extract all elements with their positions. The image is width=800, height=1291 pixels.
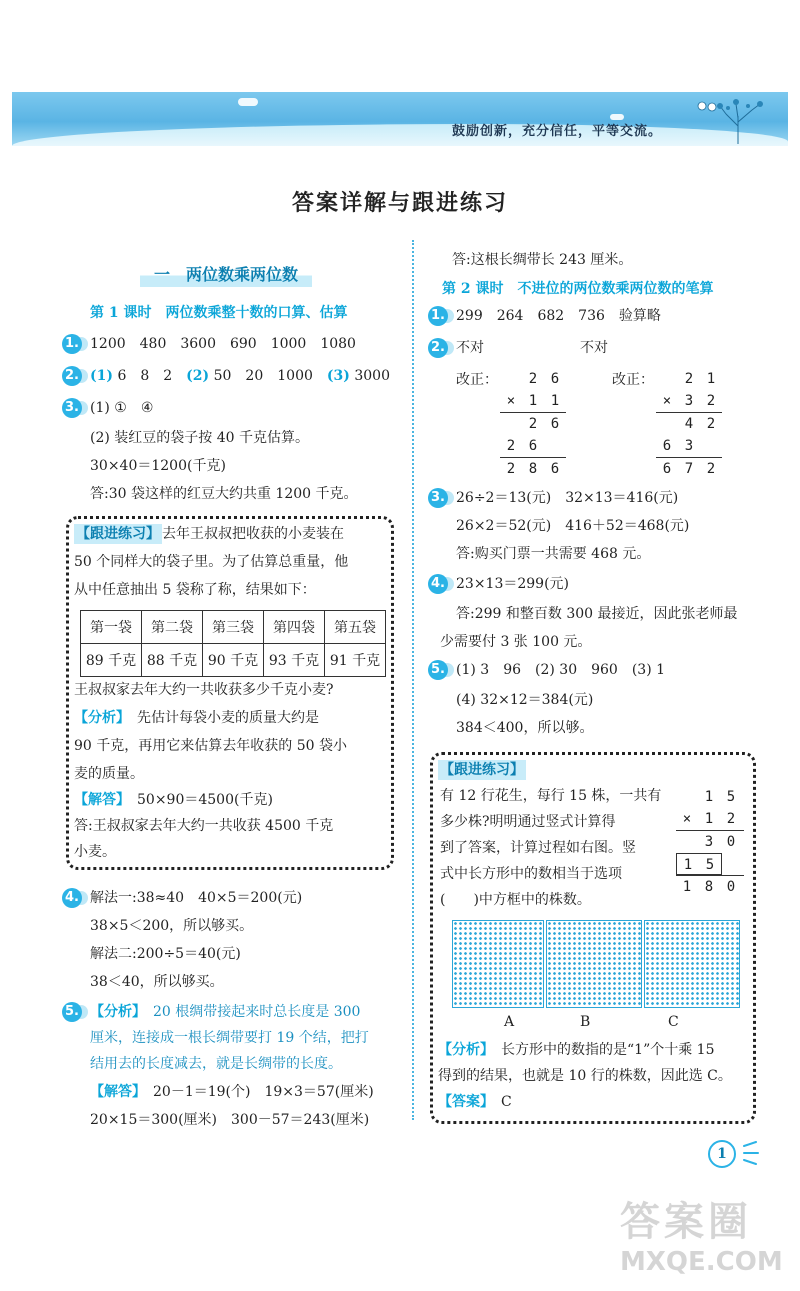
follow-up-tag-label: 【跟进练习】 <box>440 762 524 778</box>
q3-line: (1) ① ④ <box>90 400 154 416</box>
judgement: 不对 <box>456 340 484 356</box>
digit: 6 <box>662 461 672 477</box>
analysis-text: 长方形中的数指的是“1”个十乘 15 <box>487 1042 715 1058</box>
digit: 1 <box>704 789 714 805</box>
part-label: (1) <box>90 368 113 384</box>
header-banner <box>12 92 788 146</box>
q1-answer: 1200 480 3600 690 1000 1080 <box>90 336 356 352</box>
calc-row <box>676 786 744 808</box>
follow-up-text: 有 12 行花生，每行 15 株，一共有 <box>440 788 662 804</box>
calc-row <box>676 830 744 853</box>
digit: 2 <box>506 461 516 477</box>
correction-label: 改正： <box>612 372 654 388</box>
section-heading: 一 两位数乘两位数 <box>140 262 312 287</box>
digit: 3 <box>704 834 714 850</box>
analysis-text: 得到的结果，也就是 10 行的株数，因此选 C。 <box>438 1068 732 1084</box>
digit: 1 <box>682 879 692 895</box>
question-number: 4. <box>62 888 82 908</box>
question-number: 1. <box>62 334 82 354</box>
follow-up-question: 王叔叔家去年大约一共收获多少千克小麦? <box>74 682 334 698</box>
q3-line: 26÷2＝13(元) 32×13＝416(元) <box>456 490 679 506</box>
q4-line: 解法二:200÷5＝40(元) <box>90 946 241 962</box>
table-row <box>81 644 386 677</box>
lesson-1-title: 第 1 课时 两位数乘整十数的口算、估算 <box>90 305 348 321</box>
q5-line: (4) 32×12＝384(元) <box>456 692 594 708</box>
digit: 1 <box>676 853 699 875</box>
table-header-cell: 第一袋 <box>81 611 142 644</box>
follow-up-text: 从中任意抽出 5 袋称了称，结果如下： <box>74 582 316 598</box>
digit <box>676 831 698 853</box>
digit <box>500 413 522 435</box>
peanut-dot-grid <box>546 920 642 1008</box>
digit: 5 <box>699 853 722 875</box>
digit: 2 <box>506 438 516 454</box>
wheat-weight-table <box>80 610 386 677</box>
analysis-text: 先估计每袋小麦的质量大约是 <box>123 710 319 726</box>
question-number: 3. <box>428 488 448 508</box>
answer-text: 小麦。 <box>74 844 116 860</box>
question-number: 1. <box>428 306 448 326</box>
page-number: 1 <box>708 1140 736 1168</box>
digit: 2 <box>528 371 538 387</box>
q4-line: 答:299 和整百数 300 最接近，因此张老师最 <box>456 606 738 622</box>
table-header-cell: 第二袋 <box>142 611 203 644</box>
analysis-tag: 【分析】 <box>438 1042 487 1058</box>
digit <box>676 786 698 808</box>
answer-tag: 【解答】 <box>74 792 123 808</box>
table-row <box>81 611 386 644</box>
answer-text: 答:这根长绸带长 243 厘米。 <box>452 252 633 268</box>
digit: 0 <box>726 879 736 895</box>
digit: 6 <box>528 438 538 454</box>
question-number: 5. <box>428 660 448 680</box>
question-number: 4. <box>428 574 448 594</box>
answer-text: C <box>487 1094 512 1110</box>
q3-line: 30×40＝1200(千克) <box>90 458 226 474</box>
tree-icon <box>696 96 766 144</box>
calc-row <box>676 875 744 898</box>
digit: 7 <box>684 461 694 477</box>
question-number: 2. <box>62 366 82 386</box>
digit: 1 <box>528 393 538 409</box>
answer-text: 20×15＝300(厘米) 300－57＝243(厘米) <box>90 1112 370 1128</box>
answer-line <box>90 1082 374 1102</box>
analysis-text: 结用去的长度减去，就是长绸带的长度。 <box>90 1056 342 1072</box>
calc-row <box>500 412 566 435</box>
correction-label: 改正： <box>456 372 498 388</box>
digit: 6 <box>550 416 560 432</box>
answer-text: 50×90＝4500(千克) <box>123 792 273 808</box>
peanut-dot-grid <box>644 920 740 1008</box>
lesson-2-title: 第 2 课时 不进位的两位数乘两位数的笔算 <box>442 281 714 297</box>
follow-up-text: 到了答案，计算过程如右图。竖 <box>440 840 636 856</box>
digit: 2 <box>706 416 716 432</box>
part-label: (2) <box>186 368 210 384</box>
calc-row <box>656 435 722 457</box>
analysis-tag: 【分析】 <box>90 1004 139 1020</box>
calc-row <box>676 853 744 875</box>
digit: 3 <box>684 393 694 409</box>
column-divider <box>412 240 414 1120</box>
digit: 2 <box>726 811 736 827</box>
part-label: (3) <box>326 368 350 384</box>
option-label: A <box>504 1014 515 1030</box>
rays-icon <box>740 1140 762 1166</box>
digit: 8 <box>528 461 538 477</box>
cloud-icon <box>238 98 258 106</box>
follow-up-text: ( )中方框中的株数。 <box>440 892 591 908</box>
answer-tag: 【答案】 <box>438 1094 487 1110</box>
q4-line: 38×5＜200，所以够买。 <box>90 918 254 934</box>
analysis-text: 20 根绸带接起来时总长度是 300 <box>139 1004 361 1020</box>
vertical-calculation <box>500 368 566 480</box>
table-header-cell: 第三袋 <box>203 611 264 644</box>
digit: 1 <box>704 811 714 827</box>
q5-line: 384＜400，所以够。 <box>456 720 594 736</box>
follow-up-text: 去年王叔叔把收获的小麦装在 <box>162 526 344 542</box>
q4-line: 解法一:38≈40 40×5＝200(元) <box>90 890 303 906</box>
watermark-text: 答案圈 <box>620 1199 752 1245</box>
follow-up-tag <box>438 760 526 780</box>
watermark-logo <box>620 1190 790 1280</box>
digit: 2 <box>528 416 538 432</box>
digit: 2 <box>706 461 716 477</box>
table-cell: 90 千克 <box>203 644 264 677</box>
q4-line: 23×13＝299(元) <box>456 576 570 592</box>
judgement: 不对 <box>580 340 608 356</box>
option-label: B <box>580 1014 591 1030</box>
calc-row <box>500 390 566 412</box>
q2-answer <box>90 366 390 386</box>
answer-text: 答:王叔叔家去年大约一共收获 4500 千克 <box>74 818 334 834</box>
peanut-dot-grid <box>452 920 544 1008</box>
follow-up-text: 式中长方形中的数相当于选项 <box>440 866 622 882</box>
calc-row <box>656 390 722 412</box>
answer-tag: 【解答】 <box>90 1084 139 1100</box>
analysis-line <box>74 708 319 728</box>
digit: × <box>682 811 692 827</box>
analysis-text: 麦的质量。 <box>74 766 144 782</box>
part-answer: 6 8 2 <box>113 368 187 384</box>
follow-up-text: 多少株?明明通过竖式计算得 <box>440 814 616 830</box>
digit <box>656 413 678 435</box>
q3-line: (2) 装红豆的袋子按 40 千克估算。 <box>90 430 309 446</box>
part-answer: 50 20 1000 <box>209 368 327 384</box>
table-cell: 88 千克 <box>142 644 203 677</box>
digit: × <box>506 393 516 409</box>
analysis-line <box>90 1002 360 1022</box>
part-answer: 3000 <box>349 368 390 384</box>
q3-line: 答:30 袋这样的红豆大约共重 1200 千克。 <box>90 486 358 502</box>
calc-row <box>500 457 566 480</box>
table-cell: 91 千克 <box>325 644 386 677</box>
analysis-text: 厘米，连接成一根长绸带要打 19 个结，把打 <box>90 1030 369 1046</box>
digit <box>722 853 744 875</box>
question-number: 3. <box>62 398 82 418</box>
digit: 2 <box>684 371 694 387</box>
answer-line <box>438 1092 512 1112</box>
q4-line: 少需要付 3 张 100 元。 <box>440 634 592 650</box>
digit: 5 <box>726 789 736 805</box>
digit: 2 <box>706 393 716 409</box>
table-header-cell: 第四袋 <box>264 611 325 644</box>
table-header-cell: 第五袋 <box>325 611 386 644</box>
calc-row <box>656 457 722 480</box>
follow-up-tag: 【跟进练习】 <box>76 526 160 542</box>
calc-row <box>500 368 566 390</box>
question-number: 5. <box>62 1002 82 1022</box>
q1-answer: 299 264 682 736 验算略 <box>456 308 661 324</box>
digit: 3 <box>684 438 694 454</box>
digit <box>700 435 722 457</box>
vertical-calculation <box>656 368 722 480</box>
digit: 6 <box>550 461 560 477</box>
follow-up-text: 50 个同样大的袋子里。为了估算总重量，他 <box>74 554 349 570</box>
digit: 6 <box>550 371 560 387</box>
calc-row <box>656 412 722 435</box>
banner-hill <box>12 124 788 146</box>
calc-row <box>500 435 566 457</box>
page-title: 答案详解与跟进练习 <box>291 190 508 216</box>
answer-text: 20－1＝19(个) 19×3＝57(厘米) <box>139 1084 374 1100</box>
q3-line: 答:购买门票一共需要 468 元。 <box>456 546 651 562</box>
watermark-url: MXQE.COM <box>620 1247 783 1277</box>
digit: × <box>662 393 672 409</box>
follow-up-intro <box>74 524 344 544</box>
table-cell: 89 千克 <box>81 644 142 677</box>
digit <box>500 368 522 390</box>
question-number: 2. <box>428 338 448 358</box>
digit <box>656 368 678 390</box>
calc-row <box>676 808 744 830</box>
table-cell: 93 千克 <box>264 644 325 677</box>
calc-row <box>656 368 722 390</box>
digit: 6 <box>662 438 672 454</box>
q5-line: (1) 3 96 (2) 30 960 (3) 1 <box>456 662 666 678</box>
analysis-line <box>438 1040 715 1060</box>
analysis-text: 90 千克，再用它来估算去年收获的 50 袋小 <box>74 738 347 754</box>
digit <box>544 435 566 457</box>
q4-line: 38＜40，所以够买。 <box>90 974 224 990</box>
digit: 8 <box>704 879 714 895</box>
header-slogan: 鼓励创新，充分信任，平等交流。 <box>451 124 662 139</box>
answer-line <box>74 790 273 810</box>
analysis-tag: 【分析】 <box>74 710 123 726</box>
option-label: C <box>668 1014 679 1030</box>
digit: 1 <box>706 371 716 387</box>
q3-line: 26×2＝52(元) 416＋52＝468(元) <box>456 518 690 534</box>
vertical-calculation <box>676 786 744 898</box>
digit: 0 <box>726 834 736 850</box>
digit: 1 <box>550 393 560 409</box>
digit: 4 <box>684 416 694 432</box>
